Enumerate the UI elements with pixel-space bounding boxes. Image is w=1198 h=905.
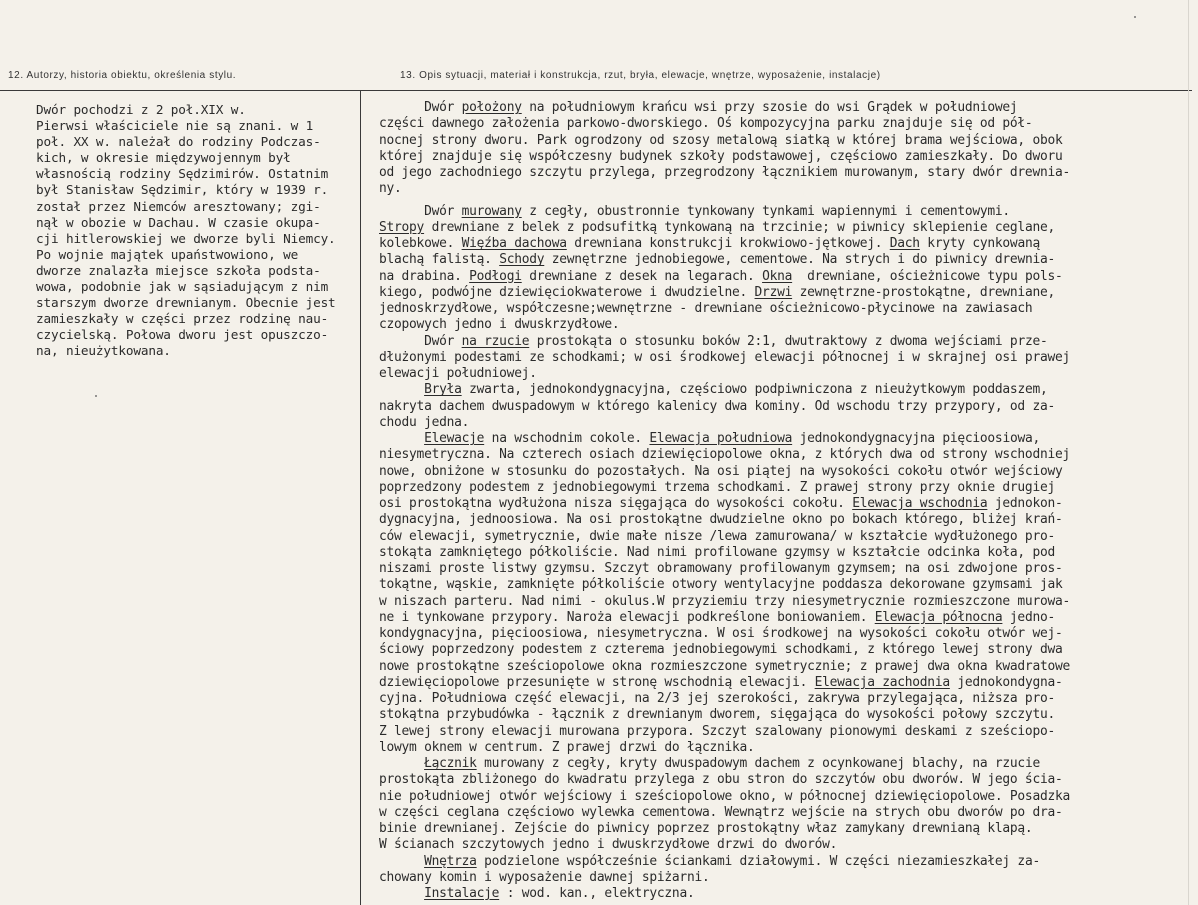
description-line (379, 740, 1179, 756)
text-run: jednokondygna- (949, 674, 1063, 690)
description-line (379, 772, 1179, 788)
table-top-rule (0, 90, 1192, 91)
text-run: stokątna przybudówka - łącznik z drewnianym dworem, sięgająca do wysokości połowy szczytu. (379, 707, 1055, 723)
description-line (379, 350, 1179, 366)
text-run: chowany komin i wyposażenie dawnej spiżarni. (379, 869, 710, 885)
description-line (379, 181, 1179, 197)
text-run: kiego, podwójne dziewięciokwaterowe i dwudzielne. (379, 284, 755, 300)
underlined-term: murowany (461, 203, 522, 219)
history-line: dworze znalazła miejsce szkoła podsta- (36, 262, 321, 278)
ink-speck (1134, 16, 1136, 18)
text-run: dziewięciopolowe przesunięte w stronę wschodnią elewacji. (379, 674, 815, 690)
description-line (379, 724, 1179, 740)
history-line: kich, w okresie międzywojennym był (36, 150, 291, 166)
history-text-block (36, 102, 361, 360)
description-line (379, 642, 1179, 658)
description-line (379, 610, 1179, 626)
page-edge (1188, 0, 1189, 905)
description-line (379, 116, 1179, 132)
text-run: dygnacyjna, jednoosiowa. Na osi prostokątne dwudzielne okno po bokach którego, bliżej krań- (379, 512, 1063, 528)
description-line (379, 756, 1179, 772)
text-run: : wod. kan., elektryczna. (499, 886, 695, 901)
text-run: kondygnacyjna, pięcioosiowa, niesymetryczna. W osi środkowej na wysokości cokołu otwór wej- (379, 626, 1063, 641)
text-run: W ścianach szczytowych jedno i dwuskrzydłowe drzwi do dworów. (379, 837, 838, 853)
text-run: podzielone współcześnie ściankami działowymi. W części niezamieszkałej za- (476, 853, 1040, 869)
history-line: cji hitlerowskiej we dworze byli Niemcy. (36, 230, 336, 246)
text-run: czopowych jedno i dwuskrzydłowe. (379, 317, 620, 333)
text-run: na południowym krańcu wsi przy szosie do wsi Grądek w południowej (521, 100, 1018, 115)
history-line: Po wojnie majątek upaństwowiono, we (36, 246, 299, 262)
underlined-term: Elewacje (424, 431, 485, 446)
text-run: na wschodnim cokole. (484, 431, 650, 446)
description-line (379, 464, 1179, 480)
text-run: elewacji południowej. (379, 366, 537, 381)
description-line (379, 334, 1179, 350)
text-run (379, 431, 424, 446)
history-line: czycielską. Połowa dworu jest opuszczo- (36, 327, 329, 343)
underlined-term: Bryła (424, 382, 462, 398)
underlined-term: Łącznik (424, 756, 477, 771)
underlined-term: Schody (499, 252, 545, 268)
text-run: od jego zachodniego szczytu przylega, przegrodzony łącznikiem murowanym, stary dwór drewnia- (379, 165, 1070, 180)
text-run: jedno- (1002, 609, 1055, 625)
text-run: nocnej strony dworu. Park ogrodzony od szosy metalową siatką w której brama wejściowa, obok (379, 132, 1063, 148)
description-line (379, 870, 1179, 886)
text-run: której znajduje się współczesny budynek szkoły podstawowej, częściowo zamieszkały. Do dworu (379, 148, 1063, 164)
text-run: tokątne, wąskie, zamknięte półkoliście otwory wentylacyjne poddasza dekorowane gzymsami jak (379, 577, 1063, 593)
description-line (379, 133, 1179, 149)
text-run: zewnętrzne-prostokątne, drewniane, (792, 284, 1055, 300)
underlined-term: Drzwi (754, 284, 793, 300)
description-line (379, 399, 1179, 415)
underlined-term: Elewacja zachodnia (814, 674, 950, 690)
description-line (379, 837, 1179, 853)
text-run: Dwór (379, 100, 462, 115)
description-line (379, 496, 1179, 512)
underlined-term: Elewacja północna (874, 609, 1003, 625)
description-line (379, 512, 1179, 528)
description-line (379, 415, 1179, 431)
description-line (379, 252, 1179, 268)
text-run: z cegły, obustronnie tynkowany tynkami wapiennymi i cementowymi. (521, 203, 1010, 219)
history-line: wowa, podobnie jak w sąsiadującym z nim (36, 279, 329, 295)
text-run: chodu jedna. (379, 414, 470, 430)
history-line: na, nieużytkowana. (36, 343, 171, 359)
description-line (379, 366, 1179, 382)
text-run: zwarta, jednokondygnacyjna, częściowo podpiwniczona z nieużytkowym poddaszem, (461, 382, 1048, 398)
description-line (379, 382, 1179, 398)
left-column-heading: 12. Autorzy, historia obiektu, określenia stylu. (8, 70, 237, 81)
text-run (379, 886, 424, 901)
text-run: binie drewnianej. Zejście do piwnicy poprzez prostokątny właz zamykany drewnianą klapą. (379, 821, 1033, 836)
text-run: nowe, obniżone w stosunku do pozostałych. Na osi piątej na wysokości cokołu otwór wejściowy (379, 463, 1063, 479)
text-run: prostokąta zbliżonego do kwadratu przylega z obu stron do szczytów obu dworów. W jego ścia- (379, 772, 1063, 788)
text-run: ców elewacji, symetrycznie, dwie małe nisze /lewa zamurowana/ w kształcie wydłużonego pro- (379, 528, 1055, 544)
text-run: ściowy poprzedzony podestem z czterema jednobiegowymi schodkami, z którego lewej strony dwa (379, 642, 1063, 658)
history-line: własnością rodziny Sędzimirów. Ostatnim (36, 166, 329, 182)
text-run: niesymetryczna. Na czterech osiach dziewięciopolowe okna, z których dwa od strony wschodniej (379, 447, 1070, 463)
underlined-term: Więźba dachowa (461, 236, 567, 251)
text-run: nie południowej otwór wejściowy i sześciopolowe okno, w północnej dziewięciopolowe. Posadzka (379, 788, 1070, 804)
text-run: prostokąta o stosunku boków 2:1, dwutraktowy z dwoma wejściami prze- (529, 333, 1048, 349)
description-line (379, 529, 1179, 545)
description-line (379, 317, 1179, 333)
text-run: kryty cynkowaną (919, 236, 1040, 251)
description-line (379, 594, 1179, 610)
text-run: zewnętrzne jednobiegowe, cementowe. Na strych i do piwnicy drewnia- (544, 252, 1056, 268)
text-run: drewniane z belek z podsufitką tynkowaną na trzcinie; w piwnicy sklepienie ceglane, (424, 219, 1055, 235)
underlined-term: Wnętrza (424, 853, 477, 869)
description-line (379, 447, 1179, 463)
text-run: stokąta zamkniętego półkoliście. Nad nimi profilowane gzymsy w kształcie odcinka koła, pod (379, 544, 1055, 560)
description-line (379, 165, 1179, 181)
description-line (379, 204, 1179, 220)
description-line (379, 659, 1179, 675)
text-run: niszami proste listwy gzymsu. Szczyt obramowany profilowanym gzymsem; na osi zdwojone pros- (379, 561, 1063, 576)
text-run: jednoskrzydłowe, współczesne;wewnętrzne - drewniane ościeżnicowo-płycinowe na zawiasach (379, 301, 1033, 316)
text-run (379, 854, 424, 869)
underlined-term: Okna (762, 268, 793, 284)
text-run: Dwór (379, 333, 462, 349)
description-line (379, 480, 1179, 496)
text-run: ne i tynkowane przypory. Naroża elewacji podkreślone boniowaniem. (379, 609, 875, 625)
description-line (379, 789, 1179, 805)
text-run: w części ceglana częściowo wylewka cementowa. Wewnątrz wejście na strych obu dworów po dra- (379, 804, 1063, 820)
history-line: był Stanisław Sędzimir, który w 1939 r. (36, 182, 329, 198)
underlined-term: na rzucie (461, 333, 530, 349)
underlined-term: Podłogi (469, 268, 522, 284)
description-line (379, 707, 1179, 723)
description-line (379, 805, 1179, 821)
description-line (379, 149, 1179, 165)
text-run: Z lewej strony elewacji murowana przypora. Szczyt szalowany pionowymi deskami z sześciopo- (379, 723, 1055, 739)
text-run (379, 382, 424, 397)
description-line (379, 301, 1179, 317)
description-line (379, 236, 1179, 252)
description-line (379, 675, 1179, 691)
description-line (379, 886, 1179, 902)
right-column-heading: 13. Opis sytuacji, materiał i konstrukcja, rzut, bryła, elewacje, wnętrze, wyposażenie, instalacje) (400, 70, 881, 81)
text-run: w niszach parteru. Nad nimi - okulus.W przyziemiu trzy niesymetrycznie rozmieszczone murowa- (379, 593, 1070, 609)
history-line: nął w obozie w Dachau. W czasie okupa- (36, 214, 321, 230)
text-run: cyjna. Południowa część elewacji, na 2/3 jej szerokości, zakrywa przylegająca, niższa pro- (379, 691, 1055, 706)
description-line (379, 561, 1179, 577)
description-line (379, 269, 1179, 285)
text-run: osi prostokątna wydłużona nisza sięgająca do wysokości cokołu. (379, 496, 853, 511)
ink-speck (95, 395, 97, 397)
description-line (379, 545, 1179, 561)
underlined-term: położony (461, 100, 522, 115)
history-line: Pierwsi właściciele nie są znani. w 1 (36, 118, 314, 134)
text-run: drewniane, ościeżnicowe typu pols- (792, 268, 1063, 284)
text-run: lowym oknem w centrum. Z prawej drzwi do łącznika. (379, 739, 755, 755)
text-run: murowany z cegły, kryty dwuspadowym dachem z ocynkowanej blachy, na rzucie (476, 756, 1040, 771)
text-run: drewniana konstrukcji krokwiowo-jętkowej. (566, 236, 890, 251)
text-run: kolebkowe. (379, 236, 462, 251)
description-line (379, 854, 1179, 870)
text-run: poprzedzony podestem z jednobiegowymi trzema schodkami. Z prawej strony przy oknie drugiej (379, 479, 1055, 495)
description-line (379, 285, 1179, 301)
description-line (379, 577, 1179, 593)
text-run: na drabina. (379, 268, 470, 284)
description-line (379, 220, 1179, 236)
underlined-term: Instalacje (424, 886, 500, 901)
description-text-block (379, 100, 1179, 902)
history-line: został przez Niemców aresztowany; zgi- (36, 198, 321, 214)
description-line (379, 821, 1179, 837)
description-line (379, 100, 1179, 116)
history-line: poł. XX w. należał do rodziny Podczas- (36, 134, 321, 150)
underlined-term: Elewacja wschodnia (852, 496, 988, 511)
description-line (379, 626, 1179, 642)
description-line (379, 691, 1179, 707)
underlined-term: Dach (889, 236, 920, 251)
text-run: nakryta dachem dwuspadowym w którego kalenicy dwa kominy. Od wschodu trzy przypory, od za- (379, 398, 1055, 414)
text-run: jednokon- (987, 496, 1063, 511)
history-line: Dwór pochodzi z 2 poł.XIX w. (36, 102, 246, 117)
description-line (379, 431, 1179, 447)
history-line: starszym dworze drewnianym. Obecnie jest (36, 295, 336, 311)
text-run: dłużonymi podestami ze schodkami; w osi środkowej elewacji północnej i w skrajnej osi prawej (379, 349, 1070, 365)
text-run: Dwór (379, 203, 462, 219)
underlined-term: Elewacja południowa (649, 431, 793, 446)
text-run: ny. (379, 181, 402, 197)
history-line: zamieszkały w części przez rodzinę nau- (36, 311, 329, 327)
text-run: jednokondygnacyjna pięcioosiowa, (792, 431, 1040, 446)
text-run: blachą falistą. (379, 252, 500, 268)
text-run: nowe prostokątne sześciopolowe okna rozmieszczone symetrycznie; z prawej dwa okna kwadratowe (379, 658, 1070, 674)
text-run: drewniane z desek na legarach. (521, 268, 763, 284)
text-run (379, 756, 424, 771)
underlined-term: Stropy (379, 219, 425, 235)
text-run: części dawnego założenia parkowo-dworskiego. Oś kompozycyjna parku znajduje się od pół- (379, 116, 1033, 132)
